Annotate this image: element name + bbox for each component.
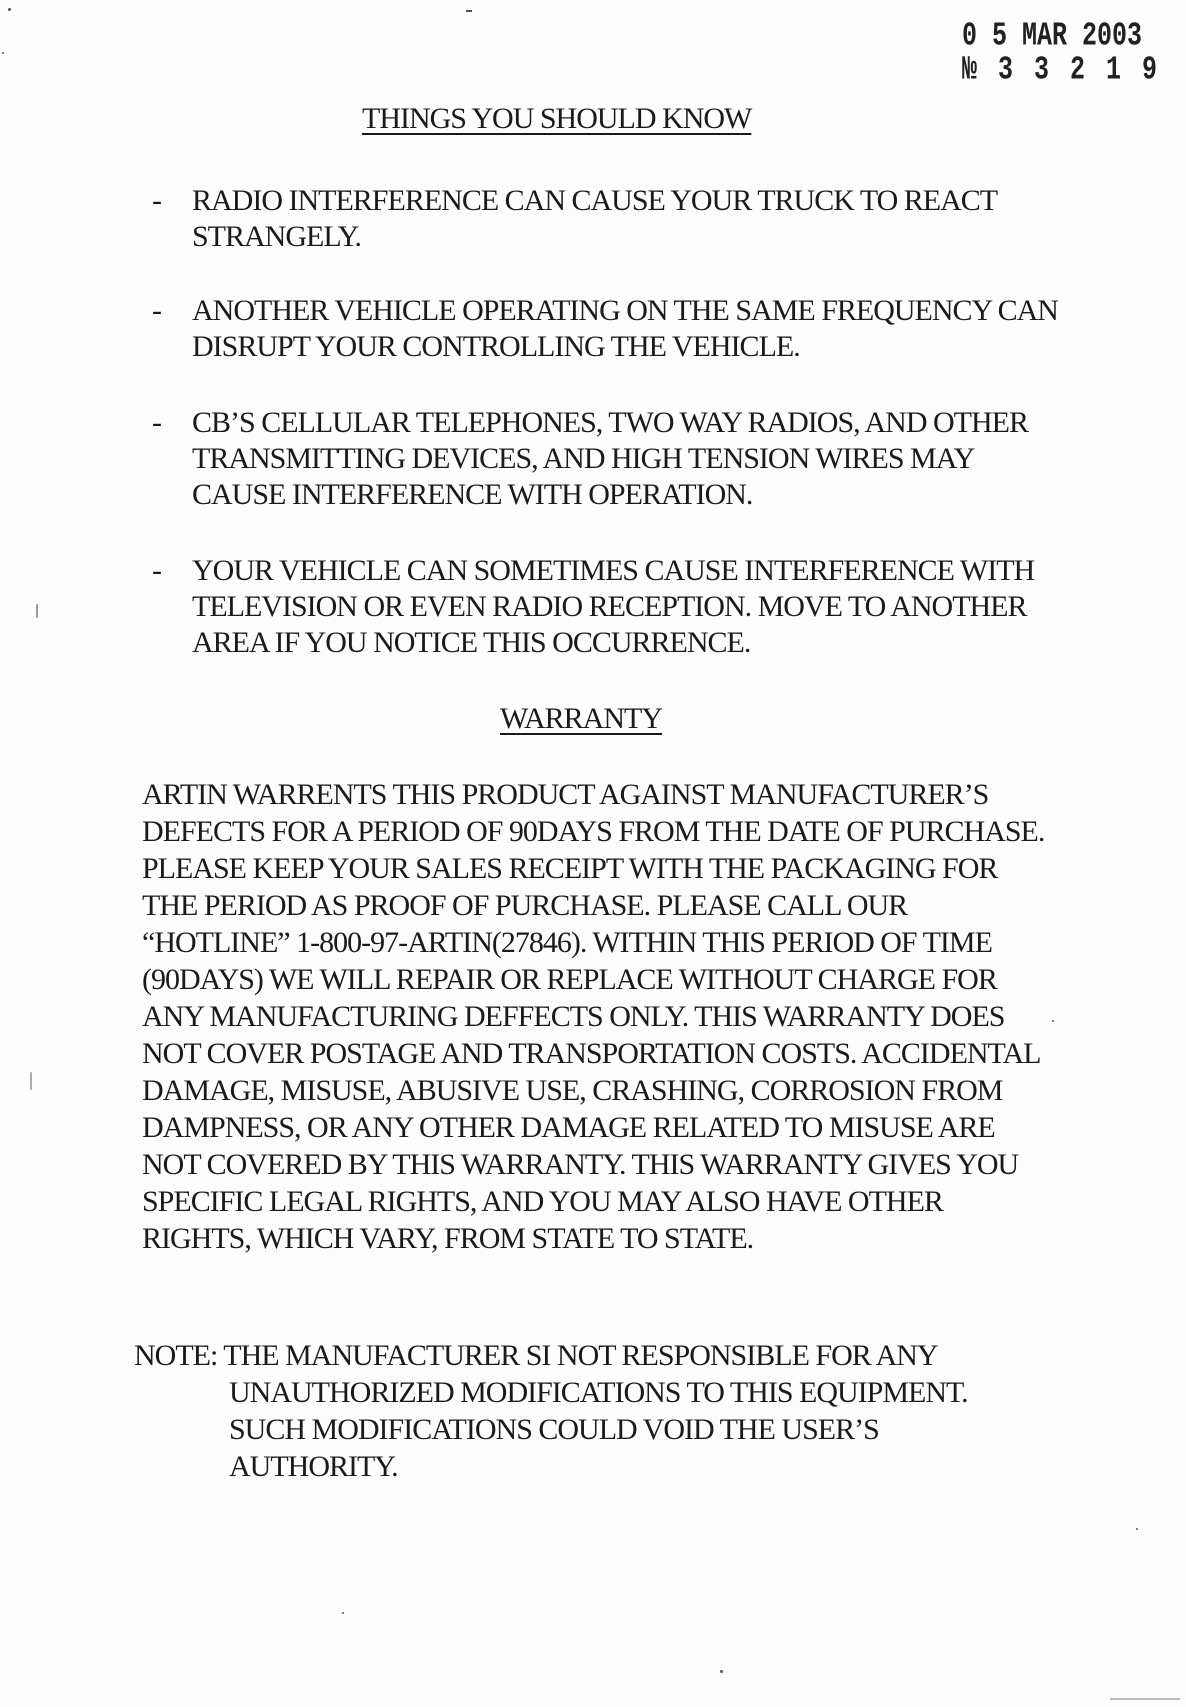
note-line: SUCH MODIFICATIONS COULD VOID THE USER’S bbox=[229, 1413, 879, 1446]
warranty-line: NOT COVER POSTAGE AND TRANSPORTATION COSTS. ACCIDENTAL bbox=[142, 1037, 1041, 1070]
warranty-line: THE PERIOD AS PROOF OF PURCHASE. PLEASE CALL OUR bbox=[142, 889, 908, 922]
warranty-line: “HOTLINE” 1-800-97-ARTIN(27846). WITHIN THIS PERIOD OF TIME bbox=[142, 926, 992, 959]
scan-speck bbox=[342, 1612, 344, 1614]
note-first-line bbox=[134, 1337, 1034, 1374]
warranty-line: NOT COVERED BY THIS WARRANTY. THIS WARRANTY GIVES YOU bbox=[142, 1148, 1019, 1181]
bullet-dash: - bbox=[152, 406, 161, 439]
scan-speck bbox=[8, 8, 11, 11]
list-item-line: CB’S CELLULAR TELEPHONES, TWO WAY RADIOS, AND OTHER bbox=[192, 406, 1028, 439]
list-item-line: STRANGELY. bbox=[192, 220, 361, 253]
warranty-line: DAMAGE, MISUSE, ABUSIVE USE, CRASHING, CORROSION FROM bbox=[142, 1074, 1003, 1107]
list-item-text bbox=[192, 293, 1097, 365]
list-item-line: RADIO INTERFERENCE CAN CAUSE YOUR TRUCK TO REACT bbox=[192, 184, 998, 217]
scan-speck bbox=[466, 10, 472, 12]
received-date-stamp: 0 5 MAR 2003 bbox=[962, 16, 1143, 56]
list-item-text bbox=[192, 553, 1097, 661]
document-number-stamp: № 3 3 2 1 9 bbox=[962, 50, 1161, 90]
warranty-heading: WARRANTY bbox=[500, 702, 662, 735]
warranty-line: PLEASE KEEP YOUR SALES RECEIPT WITH THE PACKAGING FOR bbox=[142, 852, 998, 885]
list-item-line: TELEVISION OR EVEN RADIO RECEPTION. MOVE TO ANOTHER bbox=[192, 590, 1027, 623]
bullet-dash: - bbox=[152, 554, 161, 587]
list-item-line: DISRUPT YOUR CONTROLLING THE VEHICLE. bbox=[192, 330, 800, 363]
warranty-line: DEFECTS FOR A PERIOD OF 90DAYS FROM THE DATE OF PURCHASE. bbox=[142, 815, 1045, 848]
scan-speck bbox=[2, 52, 4, 54]
warranty-paragraph bbox=[142, 776, 1097, 1257]
warranty-line: RIGHTS, WHICH VARY, FROM STATE TO STATE. bbox=[142, 1222, 754, 1255]
list-item-text bbox=[192, 405, 1097, 513]
bullet-dash: - bbox=[152, 184, 161, 217]
list-item-text bbox=[192, 183, 1097, 255]
scan-speck bbox=[1052, 1020, 1054, 1022]
things-you-should-know-heading: THINGS YOU SHOULD KNOW bbox=[362, 102, 752, 135]
list-item-line: AREA IF YOU NOTICE THIS OCCURRENCE. bbox=[192, 626, 751, 659]
note-label: NOTE: bbox=[134, 1339, 218, 1372]
scan-speck bbox=[36, 604, 38, 618]
scan-speck bbox=[1136, 1528, 1138, 1530]
list-item-line: TRANSMITTING DEVICES, AND HIGH TENSION WIRES MAY bbox=[192, 442, 975, 475]
warranty-line: DAMPNESS, OR ANY OTHER DAMAGE RELATED TO MISUSE ARE bbox=[142, 1111, 995, 1144]
warranty-line: ANY MANUFACTURING DEFFECTS ONLY. THIS WARRANTY DOES bbox=[142, 1000, 1005, 1033]
note-line: THE MANUFACTURER SI NOT RESPONSIBLE FOR ANY bbox=[217, 1339, 938, 1372]
scan-speck bbox=[30, 1072, 32, 1090]
warranty-line: ARTIN WARRENTS THIS PRODUCT AGAINST MANUFACTURER’S bbox=[142, 778, 989, 811]
list-item-line: CAUSE INTERFERENCE WITH OPERATION. bbox=[192, 478, 753, 511]
scan-speck bbox=[720, 1670, 723, 1673]
note-line: AUTHORITY. bbox=[229, 1450, 398, 1483]
note-line: UNAUTHORIZED MODIFICATIONS TO THIS EQUIPMENT. bbox=[229, 1376, 968, 1409]
list-item-line: YOUR VEHICLE CAN SOMETIMES CAUSE INTERFERENCE WITH bbox=[192, 554, 1035, 587]
scan-speck bbox=[1110, 1698, 1180, 1700]
list-item-line: ANOTHER VEHICLE OPERATING ON THE SAME FREQUENCY CAN bbox=[192, 294, 1058, 327]
note-block bbox=[134, 1337, 1034, 1485]
warranty-line: (90DAYS) WE WILL REPAIR OR REPLACE WITHOUT CHARGE FOR bbox=[142, 963, 997, 996]
warranty-line: SPECIFIC LEGAL RIGHTS, AND YOU MAY ALSO HAVE OTHER bbox=[142, 1185, 943, 1218]
bullet-dash: - bbox=[152, 294, 161, 327]
